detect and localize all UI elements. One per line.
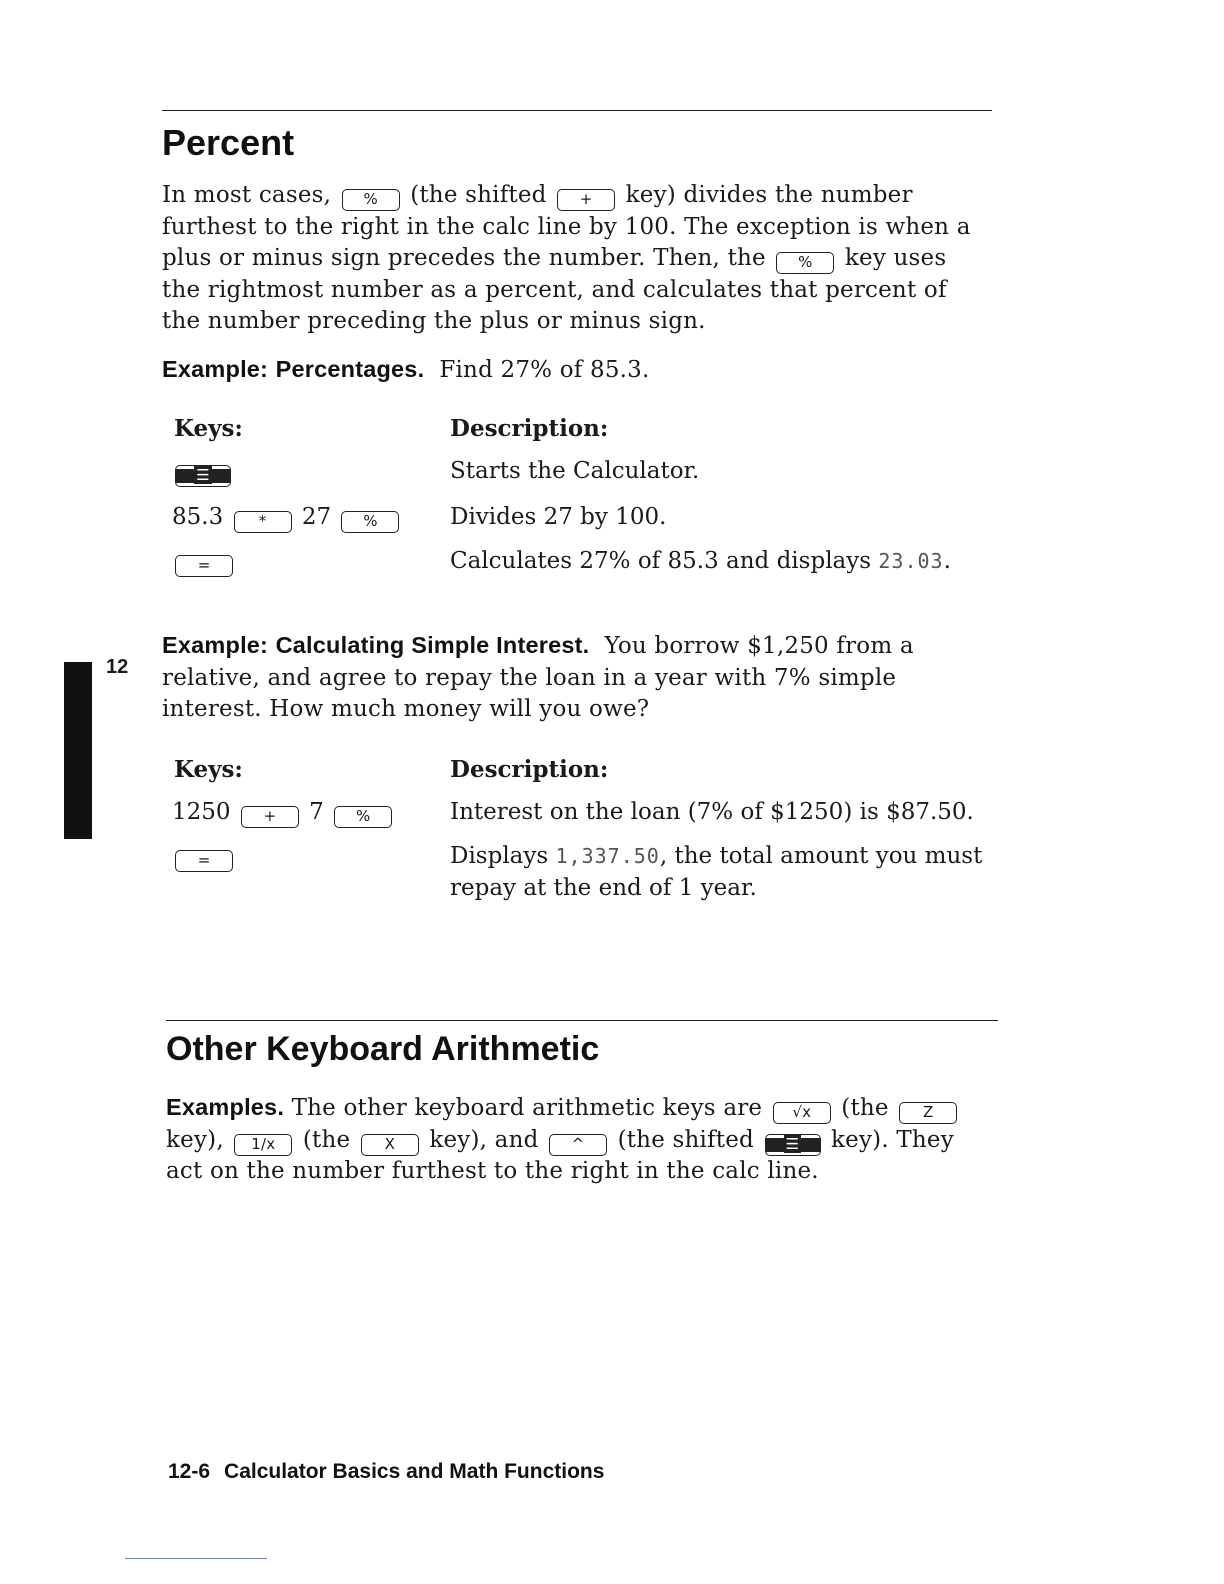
percent-key: % bbox=[776, 252, 834, 274]
section-title-other-arithmetic: Other Keyboard Arithmetic bbox=[166, 1030, 600, 1068]
scan-edge-line bbox=[125, 1558, 267, 1559]
example-name: Percentages. bbox=[275, 356, 425, 382]
equals-key: = bbox=[175, 850, 233, 872]
chapter-tab-bar bbox=[64, 662, 92, 839]
calculator-app-key: ☰ bbox=[175, 465, 231, 487]
description-cell: Displays 1,337.50, the total amount you must repay at the end of 1 year. bbox=[450, 843, 983, 901]
example-percentages: Example: Percentages. Find 27% of 85.3. bbox=[162, 356, 650, 383]
example-simple-interest: Example: Calculating Simple Interest. You borrow $1,250 from a relative, and agree to repay the loan in a year with 7% simple interest. How much money will you owe? bbox=[162, 632, 914, 722]
percent-key: % bbox=[341, 511, 399, 533]
shift-key: ☰ bbox=[765, 1134, 821, 1156]
plus-key: + bbox=[241, 806, 299, 828]
percent-paragraph: In most cases, % (the shifted + key) divides the number furthest to the right in the calc line by 100. The exception is when a plus or minus sign precedes the number. Then, the % key uses the rightmost number as a percent, and calculates that percent of the number preceding the plus or minus sign. bbox=[162, 182, 971, 334]
chapter-tab-number: 12 bbox=[106, 656, 129, 678]
keys-header: Keys: bbox=[174, 415, 243, 442]
plus-key: + bbox=[557, 189, 615, 211]
lcd-result: 1,337.50 bbox=[555, 844, 660, 868]
chapter-title: Calculator Basics and Math Functions bbox=[224, 1460, 605, 1483]
percent-key: % bbox=[342, 189, 400, 211]
description-header: Description: bbox=[450, 415, 609, 442]
example-label: Example: bbox=[162, 356, 269, 382]
section-title-percent: Percent bbox=[162, 122, 295, 163]
lcd-result: 23.03 bbox=[878, 549, 944, 573]
keys-cell bbox=[172, 456, 234, 488]
description-cell: Calculates 27% of 85.3 and displays 23.03. bbox=[450, 548, 951, 574]
keys-cell: 85.3 * 27 % bbox=[172, 502, 402, 534]
example-name: Calculating Simple Interest. bbox=[275, 632, 590, 658]
description-header: Description: bbox=[450, 756, 609, 783]
caret-key: ^ bbox=[549, 1134, 607, 1156]
z-key: Z bbox=[899, 1102, 957, 1124]
equals-key: = bbox=[175, 555, 233, 577]
page-footer bbox=[168, 1460, 604, 1484]
x-key: X bbox=[361, 1134, 419, 1156]
example-label: Example: bbox=[162, 632, 269, 658]
examples-label: Examples. bbox=[166, 1094, 285, 1120]
section-rule bbox=[166, 1020, 998, 1021]
description-cell: Interest on the loan (7% of $1250) is $87.50. bbox=[450, 799, 974, 825]
keys-cell bbox=[172, 841, 236, 873]
square-root-key: √x bbox=[773, 1102, 831, 1124]
top-rule bbox=[162, 110, 992, 111]
keys-header: Keys: bbox=[174, 756, 243, 783]
percent-key: % bbox=[334, 806, 392, 828]
page-number: 12-6 bbox=[168, 1460, 211, 1483]
keys-cell: 1250 + 7 % bbox=[172, 797, 395, 829]
reciprocal-key: 1/x bbox=[234, 1134, 292, 1156]
other-arithmetic-paragraph: Examples. The other keyboard arithmetic keys are √x (the Z key), 1/x (the X key), and ^ (the shifted ☰ key). They act on the number furthest to the right in the calc line. bbox=[166, 1092, 996, 1188]
description-cell: Starts the Calculator. bbox=[450, 458, 700, 484]
description-cell: Divides 27 by 100. bbox=[450, 504, 667, 530]
keys-cell bbox=[172, 546, 236, 578]
multiply-key: * bbox=[234, 511, 292, 533]
